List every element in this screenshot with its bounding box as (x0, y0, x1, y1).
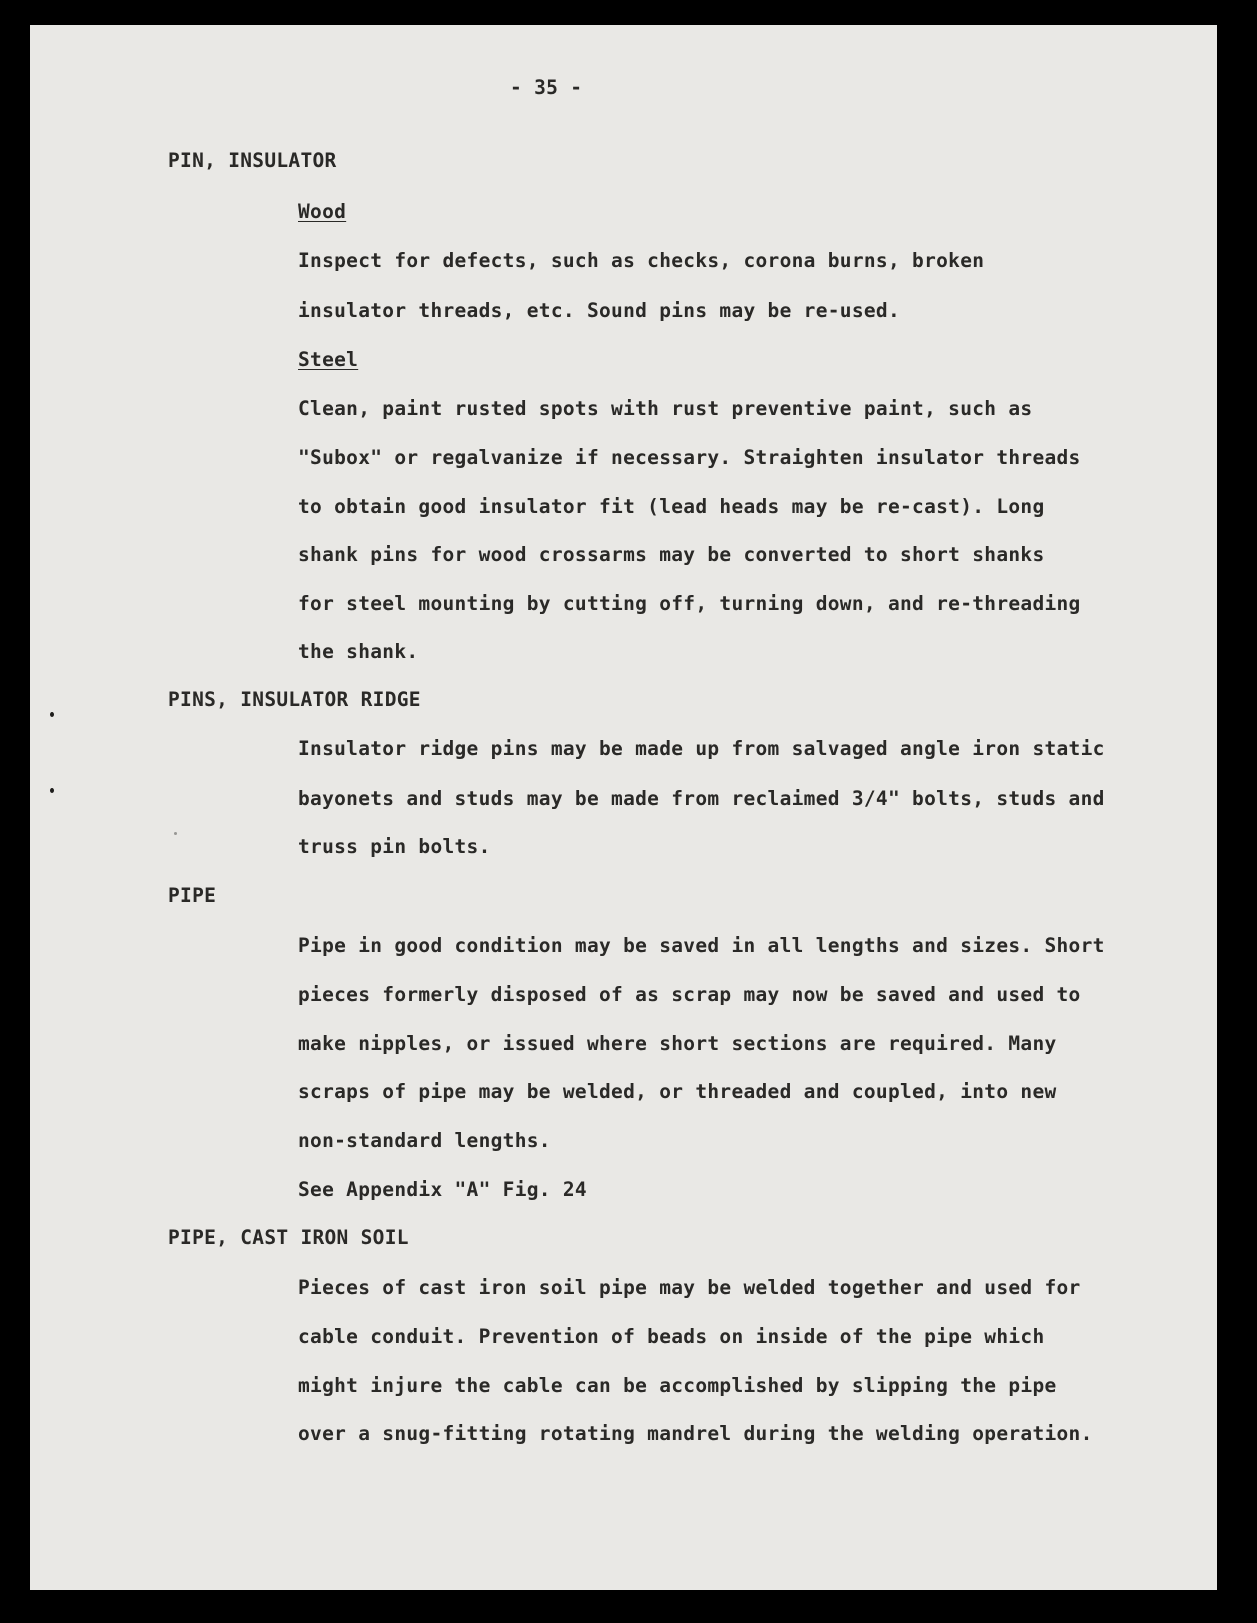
margin-mark (50, 788, 54, 793)
paragraph-line: Pieces of cast iron soil pipe may be welded together and used for (298, 1276, 1081, 1299)
section-heading-pins-insulator-ridge: PINS, INSULATOR RIDGE (168, 688, 421, 711)
paragraph-line: scraps of pipe may be welded, or threaded and coupled, into new (298, 1080, 1057, 1103)
page-number: - 35 - (510, 76, 583, 99)
paragraph-line: Insulator ridge pins may be made up from salvaged angle iron static (298, 737, 1105, 760)
paragraph-line: to obtain good insulator fit (lead heads may be re-cast). Long (298, 495, 1045, 518)
paragraph-line: over a snug-fitting rotating mandrel during the welding operation. (298, 1422, 1093, 1445)
paragraph-line: insulator threads, etc. Sound pins may be re-used. (298, 299, 900, 322)
paragraph-line: Pipe in good condition may be saved in all lengths and sizes. Short (298, 934, 1105, 957)
paragraph-line: for steel mounting by cutting off, turning down, and re-threading (298, 592, 1081, 615)
section-heading-pin-insulator: PIN, INSULATOR (168, 149, 337, 172)
section-heading-pipe: PIPE (168, 884, 217, 907)
section-heading-pipe-cast-iron-soil: PIPE, CAST IRON SOIL (168, 1226, 409, 1249)
margin-mark (174, 832, 177, 835)
paragraph-line: bayonets and studs may be made from reclaimed 3/4" bolts, studs and (298, 787, 1105, 810)
paragraph-line: make nipples, or issued where short sections are required. Many (298, 1032, 1057, 1055)
paragraph-line: might injure the cable can be accomplished by slipping the pipe (298, 1374, 1057, 1397)
subheading-steel: Steel (298, 348, 359, 371)
paragraph-line: truss pin bolts. (298, 835, 491, 858)
paragraph-line: shank pins for wood crossarms may be converted to short shanks (298, 543, 1045, 566)
appendix-reference: See Appendix "A" Fig. 24 (298, 1178, 587, 1201)
paragraph-line: non-standard lengths. (298, 1129, 551, 1152)
paragraph-line: pieces formerly disposed of as scrap may now be saved and used to (298, 983, 1081, 1006)
subheading-wood: Wood (298, 200, 347, 223)
paragraph-line: cable conduit. Prevention of beads on inside of the pipe which (298, 1325, 1045, 1348)
document-page (30, 25, 1217, 1590)
margin-mark (50, 712, 54, 717)
paragraph-line: the shank. (298, 640, 419, 663)
paragraph-line: Clean, paint rusted spots with rust preventive paint, such as (298, 397, 1033, 420)
paragraph-line: "Subox" or regalvanize if necessary. Straighten insulator threads (298, 446, 1081, 469)
paragraph-line: Inspect for defects, such as checks, corona burns, broken (298, 249, 985, 272)
